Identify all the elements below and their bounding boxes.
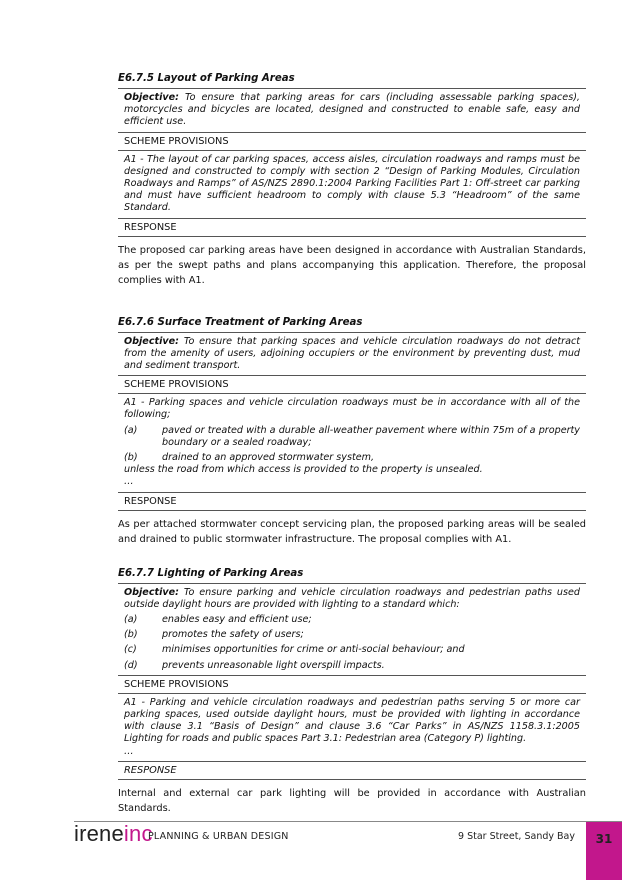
response-header: RESPONSE [118,219,586,237]
scheme-provisions-header: SCHEME PROVISIONS [118,376,586,394]
provision-table [118,583,586,780]
objective-row [118,89,586,133]
brand-name-part2: inc [123,821,153,846]
document-body [118,72,586,816]
ellipsis: … [124,476,134,488]
list-item-text: enables easy and efficient use; [162,614,312,626]
response-text: The proposed car parking areas have been designed in accordance with Australian Standards, as per the swept paths and plans accompanying this application. Therefore, the proposal complies with A1. [118,244,586,286]
page-footer [0,814,622,880]
objective-label: Objective: [124,92,179,103]
objective-row [118,584,586,676]
objective-label: Objective: [124,586,179,598]
page-number-box [586,822,622,880]
response-header: RESPONSE [118,493,586,511]
section-title: E6.7.7 Lighting of Parking Areas [118,567,304,579]
list-item-text: paved or treated with a durable all-weather pavement where within 75m of a property boundary or a sealed roadway; [162,424,580,448]
list-item-label: (b) [124,452,138,464]
provision-text: A1 - The layout of car parking spaces, access aisles, circulation roadways and ramps must be designed and constructed to comply with section 2 “Design of Parking Modules, Circulation Roadways and Ramps” of AS/NZS 2890.1:2004 Parking Facilities Part 1: Off-street car parking and must have sufficient headroom to comply with clause 5.3 “Headroom” of the same Standard. [118,151,586,219]
list-item [124,660,580,672]
brand-logo [74,822,153,846]
provision-table [118,88,586,237]
objective-text: To ensure that parking areas for cars (including assessable parking spaces), motorcycles and bicycles are located, designed and constructed to enable safe, easy and efficient use. [124,92,580,128]
section-lighting-of-parking-areas [118,567,586,816]
response-header: RESPONSE [118,762,586,780]
objective-text: To ensure parking and vehicle circulation roadways and pedestrian paths used outside daylight hours are provided with lighting to a standard which: [124,586,580,610]
list-item [124,452,580,464]
list-item-text: promotes the safety of users; [162,629,304,641]
scheme-provisions-header: SCHEME PROVISIONS [118,133,586,151]
brand-name-part1: irene [74,821,124,846]
section-surface-treatment [118,316,586,547]
page-number: 31 [595,832,613,846]
list-item [124,614,580,626]
list-item [124,644,580,656]
list-item-label: (d) [124,659,138,671]
scheme-provisions-header: SCHEME PROVISIONS [118,676,586,694]
list-item-text: drained to an approved stormwater system, [162,452,375,464]
objective-label: Objective: [124,335,179,347]
ellipsis: … [124,745,134,757]
section-title: E6.7.6 Surface Treatment of Parking Areas [118,316,363,328]
provision-block [118,394,586,492]
objective-row [118,333,586,377]
provision-text: A1 - Parking and vehicle circulation roadways and pedestrian paths serving 5 or more car parking spaces, used outside daylight hours, must be provided with lighting in accordance with clause 3.1 “Basis of Design” and clause 3.6 “Car Parks” in AS/NZS 1158.3.1:2005 Lighting for roads and public spaces Part 3.1: Pedestrian area (Category P) lighting. [124,696,580,745]
list-item-text: prevents unreasonable light overspill impacts. [162,659,385,671]
response-text: As per attached stormwater concept servicing plan, the proposed parking areas will be sealed and drained to public stormwater infrastructure. The proposal complies with A1. [118,518,586,545]
footer-address: 9 Star Street, Sandy Bay [458,831,575,842]
list-item-label: (c) [124,644,137,656]
list-item-text: minimises opportunities for crime or anti-social behaviour; and [162,644,465,656]
section-title: E6.7.5 Layout of Parking Areas [118,73,295,84]
provision-block [118,694,586,762]
section-layout-of-parking-areas [118,72,586,288]
provision-after: unless the road from which access is provided to the property is unsealed. [124,464,483,476]
list-item-label: (b) [124,629,138,641]
brand-tagline: PLANNING & URBAN DESIGN [148,831,289,842]
list-item-label: (a) [124,424,138,436]
response-text: Internal and external car park lighting will be provided in accordance with Australian Standards. [118,787,586,814]
list-item [124,425,580,449]
list-item-label: (a) [124,614,138,626]
footer-divider [74,821,622,822]
provision-table [118,332,586,511]
list-item [124,629,580,641]
objective-text: To ensure that parking spaces and vehicle circulation roadways do not detract from the amenity of users, adjoining occupiers or the environment by preventing dust, mud and sediment transport. [124,335,580,372]
provision-intro: A1 - Parking spaces and vehicle circulation roadways must be in accordance with all of the following; [124,397,580,421]
